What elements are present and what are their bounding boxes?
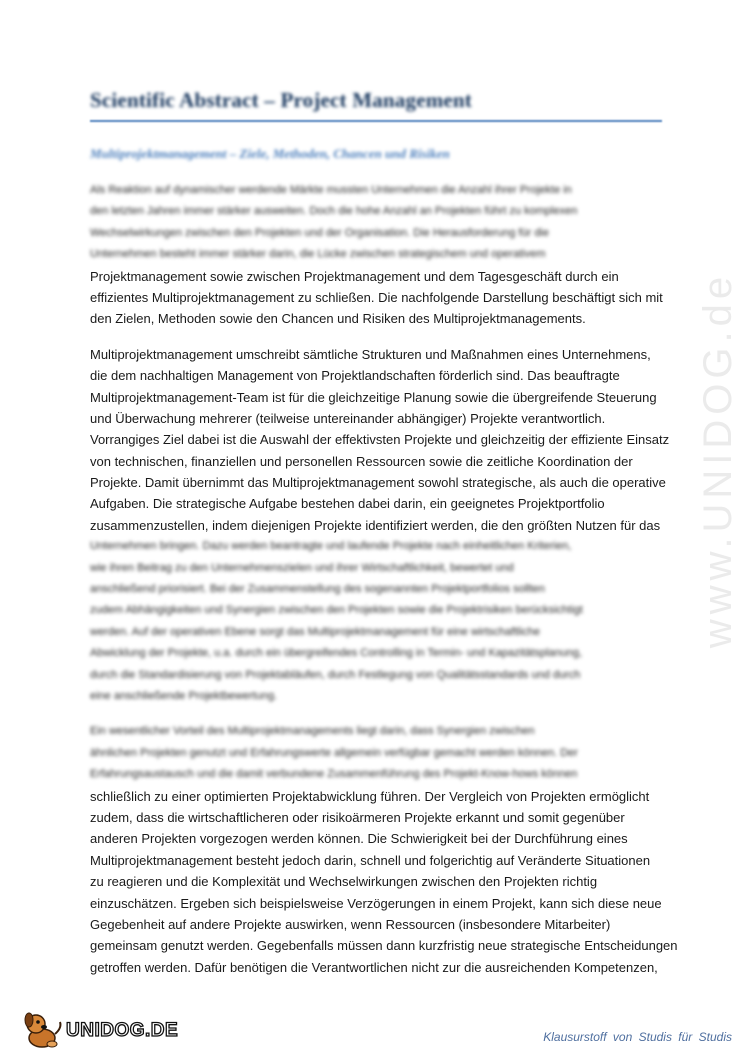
- blurred-text-line: zudem Abhängigkeiten und Synergien zwischen den Projekten sowie die Projektrisiken berücksichtigt: [90, 604, 583, 617]
- text-line: Multiprojektmanagement umschreibt sämtliche Strukturen und Maßnahmen eines Unternehmens,: [90, 346, 651, 362]
- blurred-text-line: durch die Standardisierung von Projektabläufen, durch Festlegung von Qualitätsstandards und durch: [90, 668, 581, 681]
- blurred-text-line: Als Reaktion auf dynamischer werdende Märkte mussten Unternehmen die Anzahl ihrer Projekte in: [90, 184, 572, 196]
- text-line: die dem nachhaltigen Management von Projektlandschaften förderlich sind. Das beauftragte: [90, 368, 620, 384]
- paragraph: [90, 721, 690, 978]
- text-line: effizientes Multiprojektmanagement zu schließen. Die nachfolgende Darstellung beschäftigt sich mit: [90, 289, 663, 305]
- paragraph-gap: [90, 330, 690, 344]
- blurred-text-line: Abwicklung der Projekte, u.a. durch ein übergreifendes Controlling in Termin- und Kapazitätsplanung,: [90, 647, 583, 660]
- text-line: zu reagieren und die Komplexität und Wechselwirkungen zwischen den Projekten richtig: [90, 874, 598, 890]
- text-line: gemeinsam genutzt werden. Gegebenfalls müssen dann kurzfristig neue strategische Entscheidungen: [90, 938, 678, 954]
- blurred-text-line: den letzten Jahren immer stärker ausweiten. Doch die hohe Anzahl an Projekten führt zu komplexen: [90, 205, 578, 218]
- text-line: einzuschätzen. Ergeben sich beispielsweise Verzögerungen in einem Projekt, kann sich diese neue: [90, 895, 662, 911]
- document-subtitle: Multiprojektmanagement – Ziele, Methoden, Chancen und Risiken: [90, 146, 450, 161]
- blurred-text-line: Unternehmen besteht immer stärker darin, die Lücke zwischen strategischem und operativem: [90, 248, 546, 261]
- text-line: getroffen werden. Dafür benötigen die Verantwortlichen nicht zur die ausreichenden Kompetenzen,: [90, 959, 658, 975]
- watermark-text: www.UNIDOG.de: [696, 271, 740, 649]
- text-line: den Zielen, Methoden sowie den Chancen und Risiken des Multiprojektmanagements.: [90, 311, 586, 327]
- blurred-text-line: Erfahrungsaustausch und die damit verbundene Zusammenführung des Projekt-Know-hows können: [90, 768, 578, 781]
- footer-tagline: Klausurstoff von Studis für Studis: [543, 1030, 732, 1044]
- paragraph: [90, 180, 690, 330]
- blurred-text-line: Wechselwirkungen zwischen den Projekten und der Organisation. Die Herausforderung für die: [90, 226, 549, 239]
- text-line: zusammenzustellen, indem diejenigen Projekte identifiziert werden, die den größten Nutzen für das: [90, 517, 661, 533]
- text-line: zudem, dass die wirtschaftlicheren oder risikoärmeren Projekte erkannt und somit gegenüber: [90, 809, 625, 825]
- text-line: Gegebenheit auf andere Projekte auswirken, wenn Ressourcen (insbesondere Mitarbeiter): [90, 916, 611, 932]
- blurred-text-line: Unternehmen bringen. Dazu werden beantragte und laufende Projekte nach einheitlichen Kriterien,: [90, 540, 572, 553]
- text-line: Multiprojektmanagement besteht jedoch darin, schnell und folgerichtig auf Veränderte Situationen: [90, 852, 651, 868]
- text-line: Projekte. Damit übernimmt das Multiprojektmanagement sowohl strategische, als auch die operative: [90, 475, 666, 491]
- logo-text: UNIDOG.DE: [66, 1020, 179, 1041]
- document-title: Scientific Abstract – Project Management: [90, 88, 473, 112]
- text-line: und Überwachung mehrerer (teilweise untereinander abhängiger) Projekte verantwortlich.: [90, 410, 606, 426]
- text-line: Vorrangiges Ziel dabei ist die Auswahl der effektivsten Projekte und gleichzeitig der effiziente Einsatz: [90, 432, 670, 448]
- text-line: von technischen, finanziellen und personellen Ressourcen sowie die zeitliche Koordination der: [90, 453, 633, 469]
- blurred-text-line: Ein wesentlicher Vorteil des Multiprojektmanagements liegt darin, dass Synergien zwischen: [90, 725, 535, 738]
- blurred-text-line: eine anschließende Projektbewertung.: [90, 689, 278, 702]
- blurred-text-line: ähnlichen Projekten genutzt und Erfahrungswerte allgemein verfügbar gemacht werden können. Der: [90, 746, 578, 759]
- blurred-text-line: werden. Auf der operativen Ebene sorgt das Multiprojektmanagement für eine wirtschaftliche: [90, 625, 541, 638]
- text-line: schließlich zu einer optimierten Projektabwicklung führen. Der Vergleich von Projekten ermöglicht: [90, 788, 650, 804]
- dog-mascot-icon: [22, 1010, 68, 1050]
- blurred-text-line: wie ihren Beitrag zu den Unternehmenszielen und ihrer Wirtschaftlichkeit, bewertet und: [90, 561, 514, 574]
- unidog-logo: [22, 1010, 182, 1050]
- text-line: Multiprojektmanagement-Team ist für die gleichzeitige Planung sowie die übergreifende Steuerung: [90, 389, 657, 405]
- text-line: Projektmanagement sowie zwischen Projektmanagement und dem Tagesgeschäft durch ein: [90, 268, 619, 284]
- text-line: anderen Projekten vorgezogen werden können. Die Schwierigkeit bei der Durchführung eines: [90, 831, 628, 847]
- document-body: [90, 180, 690, 978]
- blurred-text-line: anschließend priorisiert. Bei der Zusammenstellung des sogenannten Projektportfolios sollten: [90, 583, 545, 596]
- text-line: Aufgaben. Die strategische Aufgabe bestehen dabei darin, ein geeignetes Projektportfolio: [90, 496, 605, 512]
- paragraph: [90, 344, 690, 708]
- title-underline: [90, 120, 662, 122]
- paragraph-gap: [90, 707, 690, 721]
